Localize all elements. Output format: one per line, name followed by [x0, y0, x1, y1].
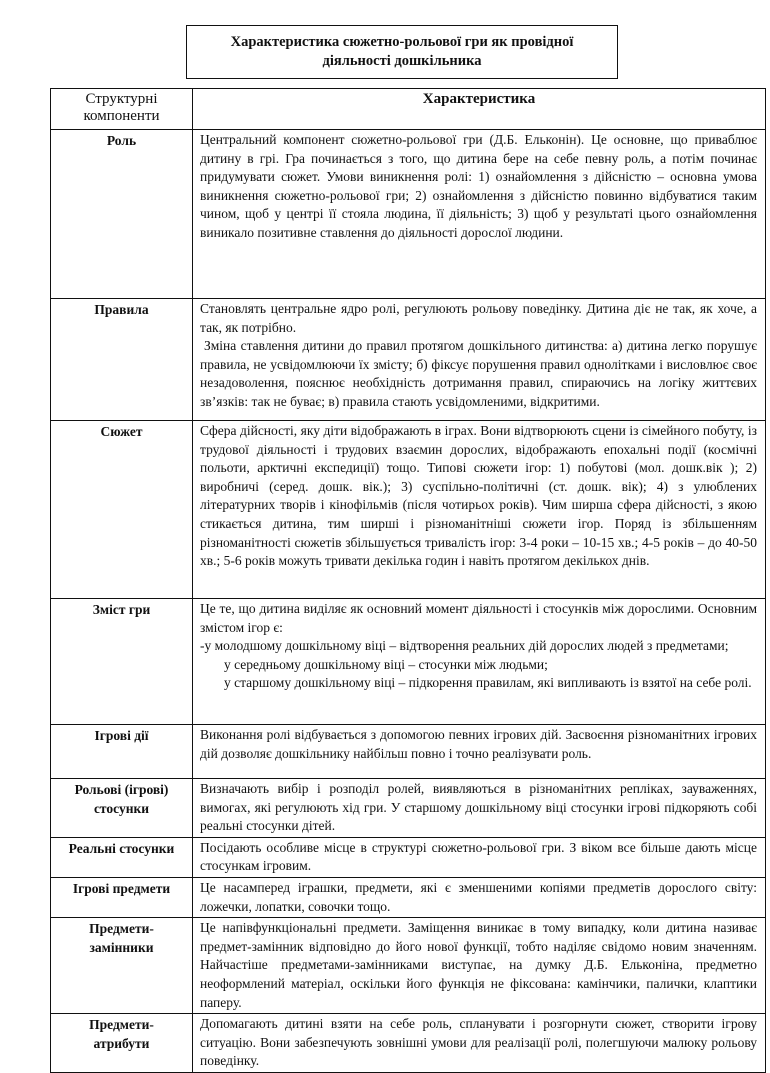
- document-title: [186, 25, 618, 79]
- component-cell: Предмети- замінники: [51, 918, 193, 1014]
- component-cell: Предмети- атрибути: [51, 1014, 193, 1073]
- table-header-row: [51, 89, 766, 130]
- table-row: [51, 877, 766, 917]
- title-line-2: діяльності дошкільника: [322, 53, 482, 69]
- table-row: [51, 599, 766, 725]
- header-characteristic: Характеристика: [193, 89, 766, 130]
- description-cell: Становлять центральне ядро ролі, регулюють рольову поведінку. Дитина діє не так, як хоче, а так, як потрібно. Зміна ставлення дитини до правил протягом дошкільного дитинства: а) дитина легко порушує правила, не усвідомлюючи їх змісту; б) фіксує порушення правил однолітками і висловлює своє незадоволення, пояснює необхідність дотримання правил, спираючись на логіку життєвих зв’язків: так не буває; в) правила стають усвідомленими, відкритими.: [193, 299, 766, 421]
- description-cell: Допомагають дитині взяти на себе роль, спланувати і розгорнути сюжет, створити ігрову ситуацію. Вони забезпечують зовнішні умови для реалізації ролі, полегшуючи малюку рольову поведінку.: [193, 1014, 766, 1073]
- table-row: [51, 299, 766, 421]
- description-cell: Сфера дійсності, яку діти відображають в іграх. Вони відтворюють сцени із сімейного побуту, із трудової діяльності і трудових взаємин дорослих, відображають епохальні події (космічні польоти, арктичні експедиції) тощо. Типові сюжети ігор: 1) побутові (мол. дошк.вік ); 2) виробничі (серед. дошк. вік.); 3) суспільно-політичні (ст. дошк. вік); 4) з улюблених літературних творів і кінофільмів (після чотирьох років). Чим ширша сфера дійсності, з якою стикається дитина, тим ширші і різноманітніші сюжети ігор. Поряд із збільшенням різноманітності сюжетів збільшується тривалість ігор: 3-4 роки – 10-15 хв.; 4-5 років – до 40-50 хв.; 5-6 років можуть тривати декілька годин і навіть протягом декількох днів.: [193, 421, 766, 599]
- table-row: [51, 130, 766, 299]
- component-cell: Ігрові предмети: [51, 877, 193, 917]
- table-row: [51, 779, 766, 838]
- component-cell: Рольові (ігрові) стосунки: [51, 779, 193, 838]
- description-cell: Це насамперед іграшки, предмети, які є зменшеними копіями предметів дорослого світу: ложечки, лопатки, совочки тощо.: [193, 877, 766, 917]
- table-row: [51, 837, 766, 877]
- table-row: [51, 421, 766, 599]
- component-cell: Зміст гри: [51, 599, 193, 725]
- component-cell: Реальні стосунки: [51, 837, 193, 877]
- table-row: [51, 1014, 766, 1073]
- description-cell: Виконання ролі відбувається з допомогою певних ігрових дій. Засвоєння різноманітних ігрових дій дозволяє дошкільнику найбільш повно і точно реалізувати роль.: [193, 725, 766, 779]
- header-components: Структурні компоненти: [51, 89, 193, 130]
- table-row: [51, 725, 766, 779]
- title-line-1: Характеристика сюжетно-рольової гри як провідної: [230, 34, 574, 50]
- component-cell: Правила: [51, 299, 193, 421]
- description-cell: Посідають особливе місце в структурі сюжетно-рольової гри. З віком все більше дають місце стосункам ігровим.: [193, 837, 766, 877]
- description-cell: Визначають вибір і розподіл ролей, виявляються в різноманітних репліках, зауваженнях, вимогах, які регулюють хід гри. У старшому дошкільному віці стосунки ігрові підкоряють собі реальні стосунки дітей.: [193, 779, 766, 838]
- description-cell: Це напівфункціональні предмети. Заміщення виникає в тому випадку, коли дитина називає предмет-замінник відповідно до його нової функції, тобто наділяє свідомо новим значенням. Найчастіше предметами-замінниками виступає, на думку Д.Б. Ельконіна, предметно неоформлений матеріал, оскільки його функція не фіксована: камінчики, палички, клаптики паперу.: [193, 918, 766, 1014]
- description-cell: Це те, що дитина виділяє як основний момент діяльності і стосунків між дорослими. Основним змістом ігор є: -у молодшому дошкільному віці – відтворення реальних дій дорослих людей з предметами; у середньому дошкільному віці – стосунки між людьми; у старшому дошкільному віці – підкорення правилам, які випливають із взятої на себе ролі.: [193, 599, 766, 725]
- characteristics-table: [50, 88, 765, 1073]
- component-cell: Ігрові дії: [51, 725, 193, 779]
- component-cell: Роль: [51, 130, 193, 299]
- description-cell: Центральний компонент сюжетно-рольової гри (Д.Б. Ельконін). Це основне, що приваблює дитину в грі. Гра починається з того, що дитина бере на себе певну роль, а потім починає придумувати сюжет. Умови виникнення ролі: 1) ознайомлення з дійсністю – основна умова виникнення сюжетно-рольової гри; 2) ознайомлення з дійсністю повинно відбуватися таким чином, щоб у центрі її стояла людина, її діяльність; 3) щоб у результаті цього ознайомлення виникало позитивне ставлення до діяльності дорослої людини.: [193, 130, 766, 299]
- table-row: [51, 918, 766, 1014]
- component-cell: Сюжет: [51, 421, 193, 599]
